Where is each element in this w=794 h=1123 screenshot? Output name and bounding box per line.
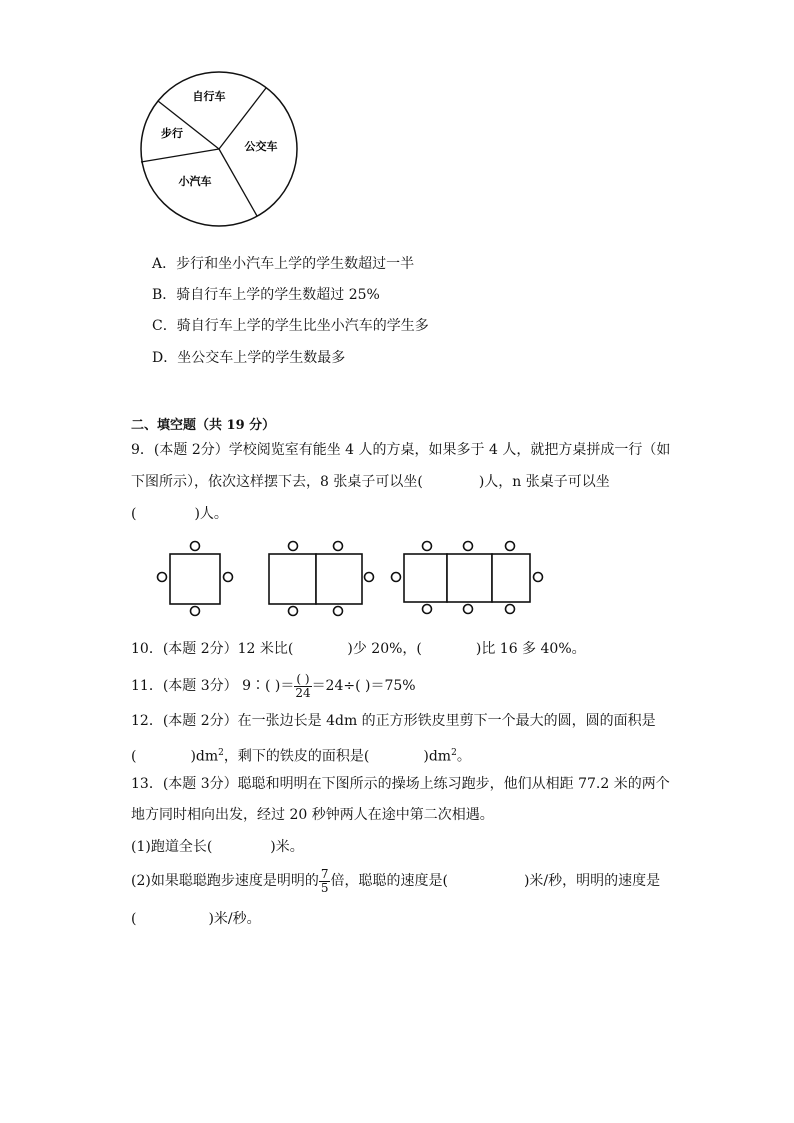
table-arrangement-figure — [150, 535, 550, 620]
pie-label-walk: 步行 — [161, 127, 183, 140]
pie-label-bike: 自行车 — [192, 90, 226, 103]
q13-sub3 — [131, 909, 261, 929]
table-3-3 — [492, 554, 530, 602]
q13-fraction-denominator: 5 — [320, 880, 329, 895]
q10-line — [131, 639, 586, 659]
q13-sub2-c: )米/秒，明明的速度是 — [523, 873, 661, 889]
q13-fraction — [319, 868, 331, 895]
table-2-1 — [269, 554, 316, 604]
chair — [506, 605, 515, 614]
q13-sub1-b: )米。 — [270, 839, 304, 855]
chair — [365, 573, 374, 582]
q13-sub3-b: )米/秒。 — [208, 911, 261, 927]
q13-line2: 地方同时相向出发，经过 20 秒钟两人在途中第二次相遇。 — [131, 807, 494, 823]
chair — [334, 542, 343, 551]
transport-pie-chart — [130, 70, 310, 230]
q11-fraction-denominator: 24 — [295, 685, 311, 700]
q13-sub2-b: 倍，聪聪的速度是( — [330, 873, 448, 889]
table-3-2 — [447, 554, 492, 602]
q12-line2-e: 。 — [456, 748, 471, 765]
q12-line2-c: ，剩下的铁皮的面积是( — [223, 748, 370, 765]
q9-line3-a: ( — [131, 506, 137, 522]
q13-fraction-numerator: 7 — [320, 866, 329, 881]
chair — [224, 573, 233, 582]
chair — [289, 542, 298, 551]
table-3-1 — [404, 554, 447, 602]
pie-label-bus: 公交车 — [244, 140, 278, 153]
q13-sub1 — [131, 837, 304, 857]
q9-line3 — [131, 504, 228, 524]
q11-a: 11．(本题 3分） 9∶( )＝ — [131, 678, 295, 694]
q12-line2-a: ( — [131, 748, 137, 765]
q12-line1: 12．(本题 2分）在一张边长是 4dm 的正方形铁皮里剪下一个最大的圆，圆的面积是 — [131, 713, 656, 729]
q13-sub2-a: (2)如果聪聪跑步速度是明明的 — [131, 873, 319, 889]
chair — [423, 542, 432, 551]
chair — [158, 573, 167, 582]
q8-option-c[interactable]: C．骑自行车上学的学生比坐小汽车的学生多 — [152, 318, 429, 334]
q11-line — [131, 672, 416, 700]
chair — [392, 573, 401, 582]
chair — [191, 607, 200, 616]
section-heading: 二、填空题（共 19 分） — [131, 418, 276, 433]
q11-fraction-numerator[interactable]: ( ) — [296, 671, 310, 686]
chair — [534, 573, 543, 582]
q8-option-b[interactable]: B．骑自行车上学的学生数超过 25% — [152, 287, 380, 303]
q13-sub3-a: ( — [131, 911, 137, 927]
chair — [289, 607, 298, 616]
q12-line2 — [131, 743, 471, 767]
chair — [191, 542, 200, 551]
q13-line1: 13．(本题 3分）聪聪和明明在下图所示的操场上练习跑步，他们从相距 77.2 米的两个 — [131, 776, 670, 792]
chair — [506, 542, 515, 551]
q12-line2-b: )dm — [190, 748, 219, 765]
q10-a: 10．(本题 2分）12 米比( — [131, 641, 294, 657]
q10-b: )少 20%，( — [347, 641, 422, 657]
q8-option-d[interactable]: D．坐公交车上学的学生数最多 — [152, 350, 346, 366]
q10-c: )比 16 多 40%。 — [475, 641, 586, 657]
q9-line2-a: 下图所示），依次这样摆下去，8 张桌子可以坐( — [131, 474, 423, 490]
q9-line3-b: )人。 — [194, 506, 228, 522]
q13-sub2 — [131, 864, 660, 898]
table-2-2 — [316, 554, 362, 604]
q9-line1: 9．(本题 2分）学校阅览室有能坐 4 人的方桌，如果多于 4 人，就把方桌拼成一行（如 — [131, 442, 671, 458]
q12-sup-2: 2 — [451, 748, 457, 758]
q11-fraction — [294, 673, 311, 700]
q12-line2-d: )dm — [423, 748, 452, 765]
q9-line2-b: )人，n 张桌子可以坐 — [478, 474, 610, 490]
pie-label-car: 小汽车 — [178, 175, 212, 188]
q9-line2 — [131, 472, 610, 492]
q11-b: ＝24÷( )＝75% — [311, 678, 416, 694]
q8-option-a[interactable]: A．步行和坐小汽车上学的学生数超过一半 — [152, 256, 415, 272]
chair — [464, 542, 473, 551]
chair — [334, 607, 343, 616]
q12-sup-1: 2 — [218, 748, 224, 758]
table-1-1 — [170, 554, 220, 604]
chair — [464, 605, 473, 614]
chair — [423, 605, 432, 614]
q13-sub1-a: (1)跑道全长( — [131, 839, 213, 855]
